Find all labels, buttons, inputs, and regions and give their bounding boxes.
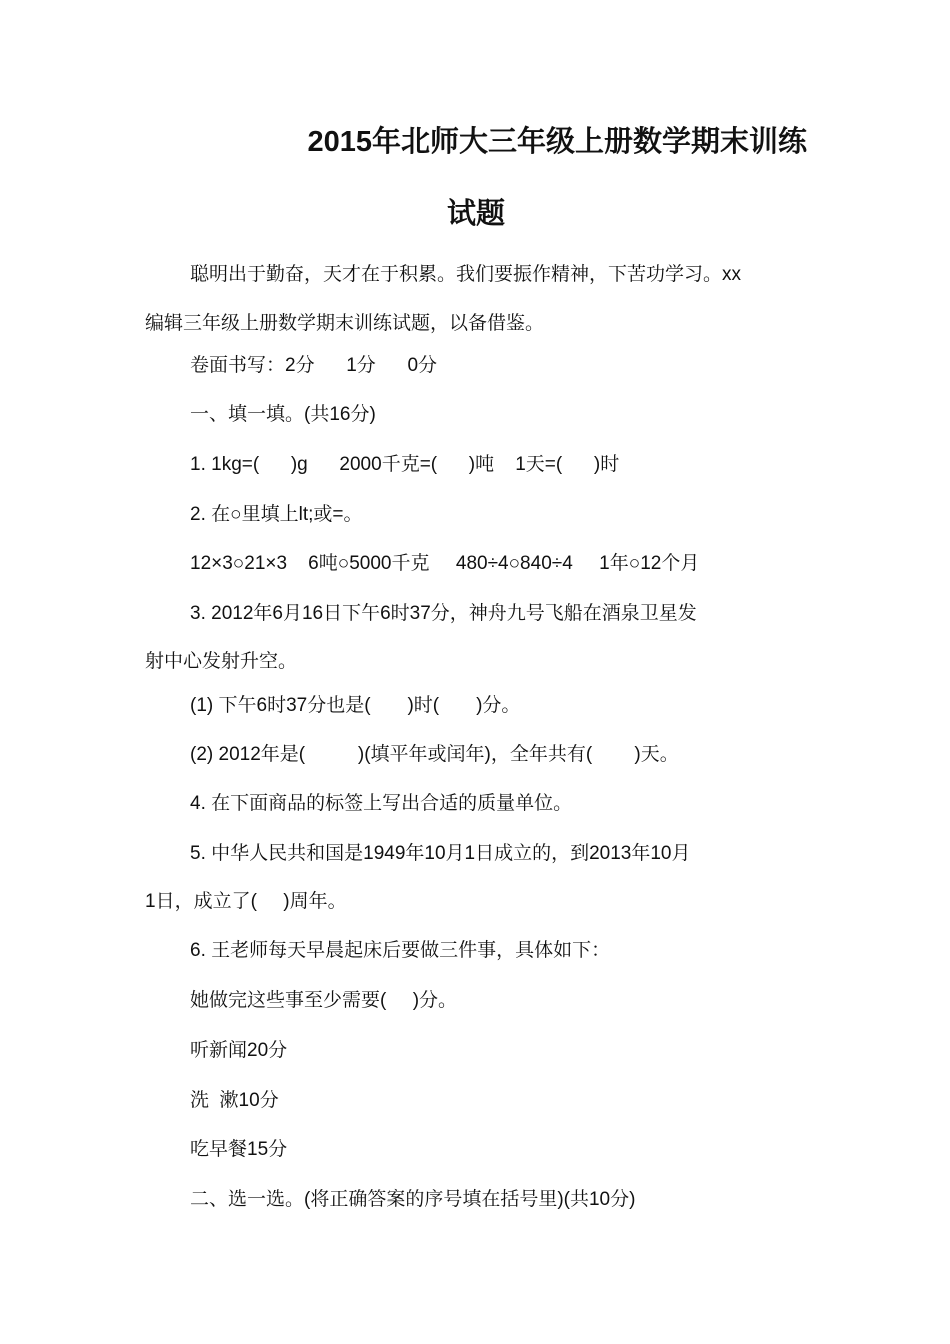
question-4: 4. 在下面商品的标签上写出合适的质量单位。 [190, 793, 573, 814]
question-3-line-2: 射中心发射升空。 [145, 651, 298, 672]
document-title-line-1: 2015年北师大三年级上册数学期末训练 [307, 126, 807, 158]
task-news: 听新闻20分 [190, 1040, 288, 1061]
task-breakfast: 吃早餐15分 [190, 1139, 288, 1160]
question-6: 6. 王老师每天早晨起床后要做三件事，具体如下： [190, 940, 611, 961]
question-6-prompt: 她做完这些事至少需要( )分。 [190, 990, 458, 1011]
question-5-line-2: 1日，成立了( )周年。 [145, 891, 347, 912]
question-3-part-2: (2) 2012年是( )(填平年或闰年)，全年共有( )天。 [190, 744, 679, 765]
question-2-items: 12×3○21×3 6吨○5000千克 480÷4○840÷4 1年○12个月 [190, 553, 700, 574]
document-title-line-2: 试题 [446, 198, 505, 230]
intro-paragraph-line-2: 编辑三年级上册数学期末训练试题，以备借鉴。 [145, 313, 545, 334]
intro-paragraph-line-1: 聪明出于勤奋，天才在于积累。我们要振作精神，下苦功学习。xx [190, 264, 742, 285]
question-1: 1. 1kg=( )g 2000千克=( )吨 1天=( )时 [190, 454, 620, 475]
section-heading-choose: 二、选一选。(将正确答案的序号填在括号里)(共10分) [190, 1189, 636, 1210]
question-2: 2. 在○里填上lt;或=。 [190, 504, 363, 525]
section-heading-fill: 一、填一填。(共16分) [190, 404, 376, 425]
question-3-line-1: 3. 2012年6月16日下午6时37分，神舟九号飞船在酒泉卫星发 [190, 603, 697, 624]
question-3-part-1: (1) 下午6时37分也是( )时( )分。 [190, 695, 521, 716]
handwriting-score-line: 卷面书写：2分 1分 0分 [190, 355, 438, 376]
question-5-line-1: 5. 中华人民共和国是1949年10月1日成立的，到2013年10月 [190, 843, 691, 864]
task-wash: 洗 漱10分 [190, 1090, 279, 1111]
